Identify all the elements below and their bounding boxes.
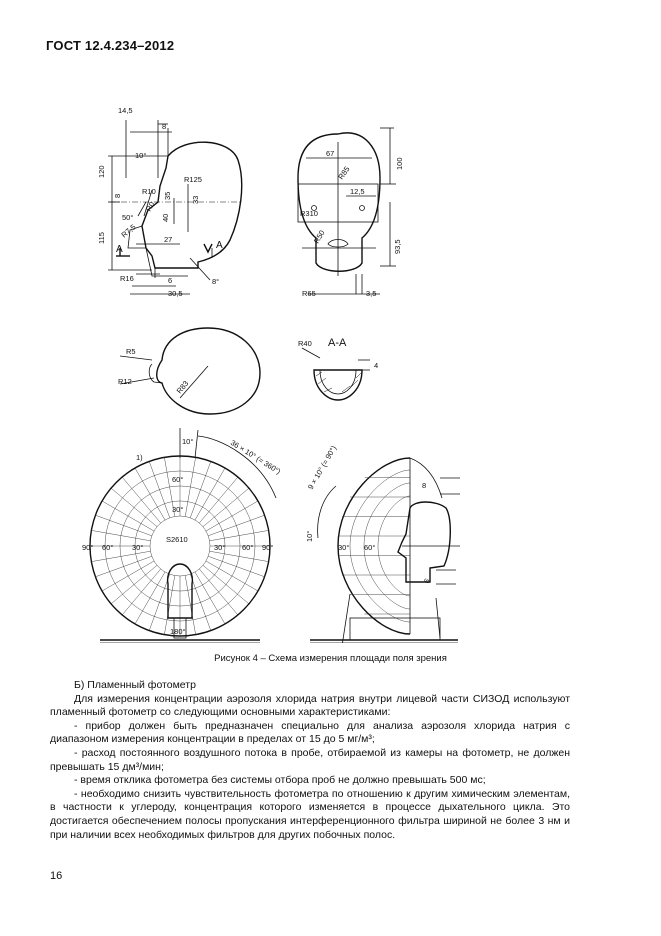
section-depth: 4	[374, 361, 379, 370]
body-text	[50, 679, 570, 842]
dim-side-14: 27	[164, 235, 173, 244]
dim-front-6: 93,5	[393, 239, 402, 254]
dim-front-0: 67	[326, 149, 335, 158]
dim-ps-3: 30°	[338, 543, 350, 552]
document-header: ГОСТ 12.4.234–2012	[46, 38, 175, 53]
dim-side-5: 8	[113, 193, 122, 198]
dim-ps-0: 9 × 10° (= 90°)	[305, 444, 339, 491]
section-a-a	[298, 337, 378, 400]
dim-side-9: 50°	[122, 213, 134, 222]
dim-ps-5: 6	[421, 576, 432, 585]
dim-side-3: 120	[97, 165, 106, 178]
dim-side-19: 30,5	[168, 289, 183, 298]
dim-side-11: 40	[161, 213, 170, 222]
head-front-view	[298, 128, 404, 298]
section-title: Б) Пламенный фотометр	[74, 679, 196, 691]
dim-side-2: 10°	[135, 151, 147, 160]
dim-pf-2: 1)	[136, 453, 143, 462]
section-radius: R40	[298, 339, 312, 348]
figure-caption: Рисунок 4 – Схема измерения площади поля зрения	[214, 653, 447, 664]
paragraph-4: - необходимо снизить чувствительность фотометра по отношению к другим химическим элементам, в частности к углероду, концентрация которого изменяется в процессе дыхательного цикла. Это достигается обеспечением полосы пропускания интерференционного фильтра шириной не более 3 нм и при наличии всех необходимых фильтров для других побочных полос.	[50, 787, 570, 841]
dim-front-4: R310	[300, 209, 318, 218]
dim-pf-6: 60°	[102, 543, 114, 552]
dim-front-8: 3,5	[366, 289, 377, 298]
dim-pf-7: 30°	[132, 543, 144, 552]
section-title: А-А	[328, 337, 347, 349]
dim-side-10: R0	[143, 200, 157, 213]
dim-pf-3: 60°	[172, 475, 184, 484]
dim-pf-4: 30°	[172, 505, 184, 514]
paragraph-1: - прибор должен быть предназначен специально для анализа аэрозоля хлорида натрия с диапазоном измерения концентрации в пределах от 15 до 5 мг/м³;	[50, 719, 570, 746]
dim-pf-9: 30°	[214, 543, 226, 552]
head-side-view	[97, 106, 242, 298]
dim-side-4: R125	[184, 175, 202, 184]
dim-side-7: R10	[142, 187, 156, 196]
paragraph-3: - время отклика фотометра без системы отбора проб не должно превышать 500 мс;	[74, 774, 486, 787]
dim-pf-8: S2610	[166, 535, 188, 544]
dim-pf-1: 36 × 10° (= 360°)	[228, 438, 283, 477]
perimeter-front-view	[82, 428, 283, 643]
head-top-view	[118, 328, 260, 414]
dim-side-13: R7,5	[119, 222, 138, 240]
perimeter-side-view	[305, 444, 460, 643]
dim-side-18: 6	[168, 276, 173, 285]
dim-pf-11: 90°	[262, 543, 274, 552]
dim-pf-5: 90°	[82, 543, 94, 552]
dim-pf-0: 10°	[182, 437, 194, 446]
technical-drawing	[80, 98, 580, 643]
dim-side-0: 14,5	[118, 106, 133, 115]
dim-side-8: 35	[163, 191, 172, 200]
paragraph-0: Для измерения концентрации аэрозоля хлорида натрия внутри лицевой части СИЗОД используют пламенный фотометр со следующими основными характеристиками:	[50, 692, 570, 719]
dim-front-7: R65	[302, 289, 316, 298]
page-number: 16	[50, 870, 63, 882]
section-mark-a-right: A	[216, 240, 223, 251]
dim-ps-1: 8	[422, 481, 427, 490]
dim-side-20: 8°	[212, 277, 220, 286]
dim-top-2: R83	[174, 378, 191, 396]
dim-side-17: R16	[120, 274, 134, 283]
section-mark-a-left: A	[116, 244, 123, 255]
dim-side-12: 115	[97, 232, 106, 244]
dim-front-3: 12,5	[350, 187, 365, 196]
dim-front-1: R85	[336, 164, 352, 182]
dim-ps-4: 60°	[364, 543, 376, 552]
dim-front-2: 100	[395, 157, 404, 170]
figure-4-drawing	[80, 98, 580, 643]
dim-ps-2: 10°	[305, 530, 314, 542]
dim-side-6: 33	[191, 195, 200, 204]
dim-pf-10: 60°	[242, 543, 254, 552]
dim-side-1: 8	[162, 122, 167, 131]
dim-top-0: R5	[126, 347, 136, 356]
dim-pf-12: 180°	[170, 627, 186, 636]
paragraph-2: - расход постоянного воздушного потока в пробе, отбираемой из камеры на фотометр, не должен превышать 15 дм³/мин;	[50, 746, 570, 773]
dim-top-1: R12	[118, 377, 132, 386]
dim-front-5: R50	[311, 228, 327, 245]
